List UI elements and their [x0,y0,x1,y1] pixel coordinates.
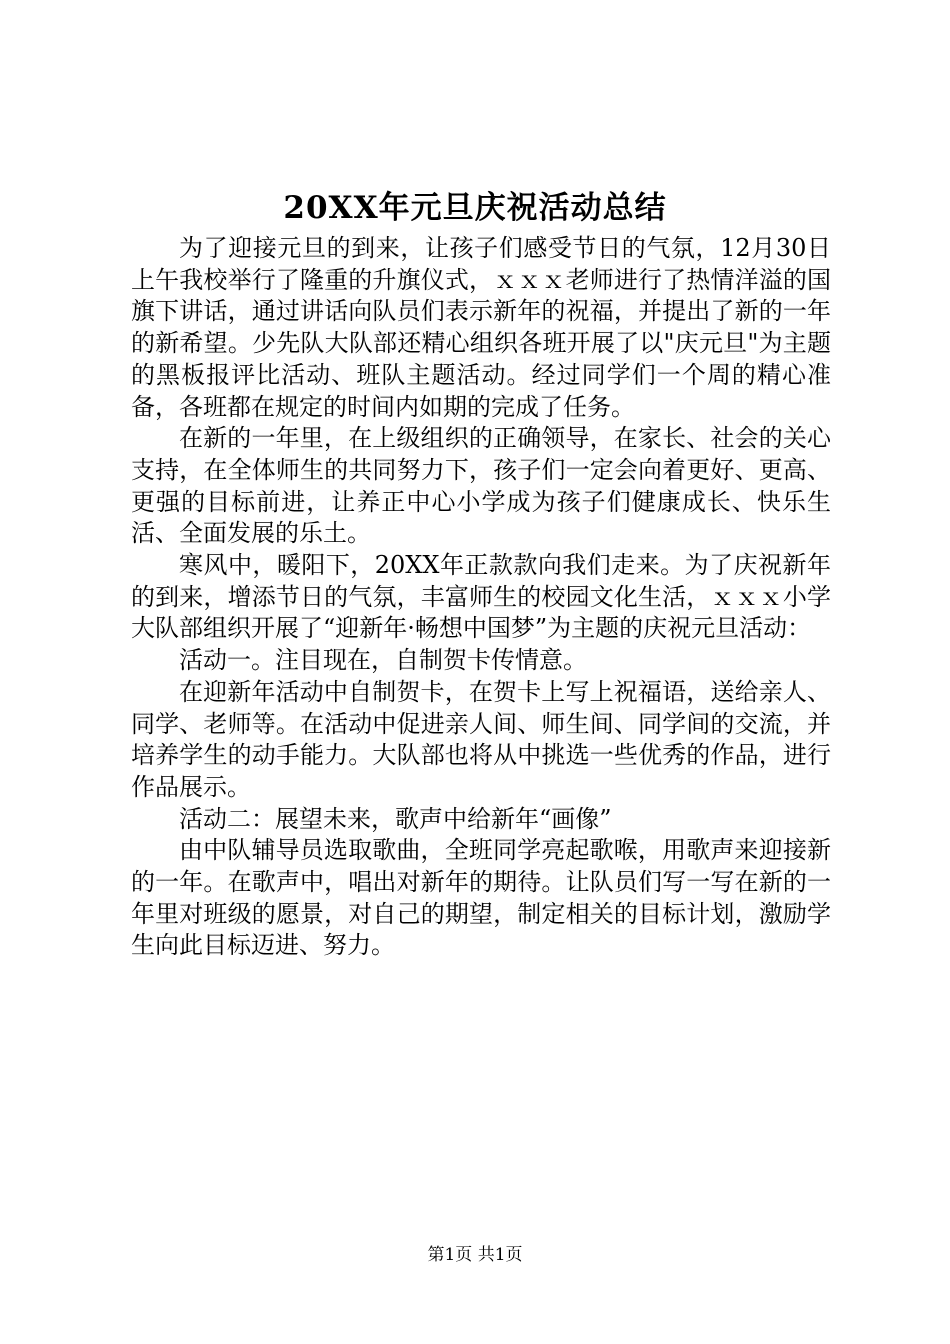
activity-heading: 活动二：展望未来，歌声中给新年“画像” [179,804,612,833]
paragraph: 由中队辅导员选取歌曲，全班同学亮起歌喉，用歌声来迎接新的一年。在歌声中，唱出对新年的期待。让队员们写一写在新的一年里对班级的愿景，对自己的期望，制定相关的目标计划，激励学生向此目标迈进、努力。 [131,836,831,960]
paragraph: 为了迎接元旦的到来，让孩子们感受节日的气氛，12月30日上午我校举行了隆重的升旗仪式，ｘｘｘ老师进行了热情洋溢的国旗下讲话，通过讲话向队员们表示新年的祝福，并提出了新的一年的新希望。少先队大队部还精心组织各班开展了以"庆元旦"为主题的黑板报评比活动、班队主题活动。经过同学们一个周的精心准备，各班都在规定的时间内如期的完成了任务。 [131,234,831,421]
paragraph: 寒风中，暖阳下，20XX年正款款向我们走来。为了庆祝新年的到来，增添节日的气氛，丰富师生的校园文化生活，ｘｘｘ小学大队部组织开展了“迎新年·畅想中国梦”为主题的庆祝元旦活动： [131,551,831,643]
document-body [131,233,831,962]
activity-heading: 活动一。注目现在，自制贺卡传情意。 [179,646,587,675]
page-footer: 第1页 共1页 [427,1245,523,1265]
paragraph: 在新的一年里，在上级组织的正确领导，在家长、社会的关心支持，在全体师生的共同努力下，孩子们一定会向着更好、更高、更强的目标前进，让养正中心小学成为孩子们健康成长、快乐生活、全面发展的乐土。 [131,424,831,548]
paragraph: 在迎新年活动中自制贺卡，在贺卡上写上祝福语，送给亲人、同学、老师等。在活动中促进亲人间、师生间、同学间的交流，并培养学生的动手能力。大队部也将从中挑选一些优秀的作品，进行作品展示。 [131,677,831,801]
document-title: 20XX年元旦庆祝活动总结 [283,190,667,226]
